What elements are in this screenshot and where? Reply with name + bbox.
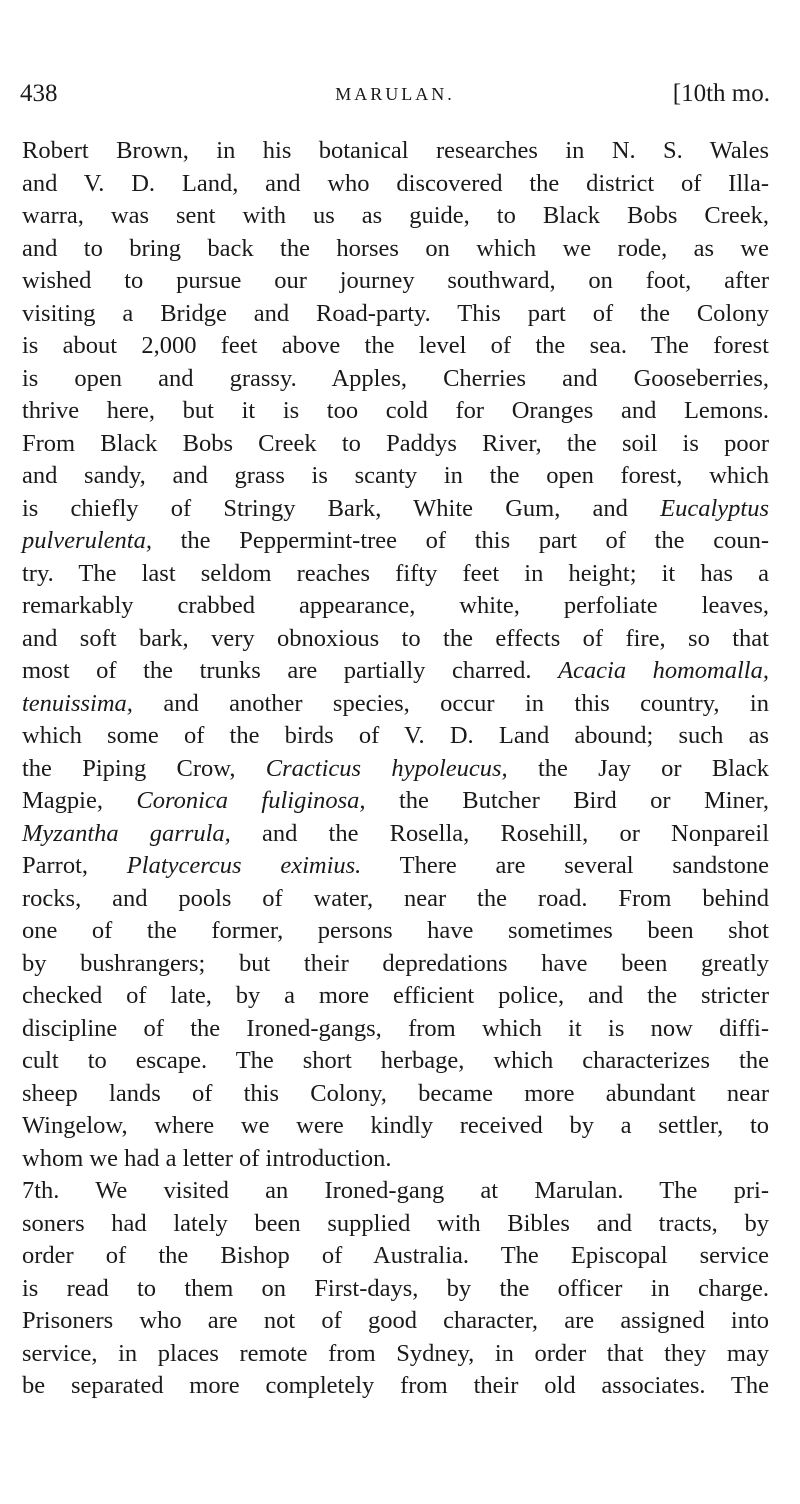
text-line [22, 1013, 769, 1046]
text-fragment: the Butcher Bird or Miner, [365, 787, 769, 814]
text-fragment: one of the former, persons have sometimes been shot [22, 917, 769, 944]
text-fragment: Magpie, [22, 787, 137, 814]
text-fragment: the Peppermint-tree of this part of the coun- [151, 527, 769, 554]
italic-species-name: Eucalyptus [660, 494, 769, 522]
text-fragment: rocks, and pools of water, near the road. From behind [22, 884, 769, 912]
text-fragment: visiting a Bridge and Road-party. This part of the Colony [22, 299, 769, 327]
text-line [22, 753, 769, 786]
italic-species-name: Platycercus eximius. [126, 852, 362, 879]
text-line [22, 168, 769, 201]
date-marker: [10th mo. [672, 80, 770, 107]
text-fragment: and to bring back the horses on which we rode, as we [22, 234, 769, 262]
text-fragment: thrive here, but it is too cold for Oranges and Lemons. [22, 397, 769, 424]
text-fragment: service, in places remote from Sydney, in order that they may [22, 1339, 769, 1367]
text-fragment: whom we had a letter of introduction. [22, 1144, 392, 1172]
text-line [22, 1208, 769, 1241]
text-fragment: be separated more completely from their old associates. The [22, 1372, 769, 1399]
italic-species-name: Myzantha garrula, [22, 819, 231, 847]
text-fragment: and another species, occur in this country, in [132, 689, 769, 717]
text-fragment: Robert Brown, in his botanical researches in N. S. Wales [22, 137, 769, 164]
text-line [22, 915, 769, 948]
text-fragment: is open and grassy. Apples, Cherries and Gooseberries, [22, 364, 769, 392]
text-line [22, 330, 769, 363]
text-fragment: sheep lands of this Colony, became more abundant near [22, 1079, 769, 1107]
text-fragment: the Jay or Black [507, 754, 769, 782]
text-fragment: checked of late, by a more efficient police, and the stricter [22, 982, 769, 1009]
text-line [22, 590, 769, 623]
text-fragment: cult to escape. The short herbage, which characterizes the [22, 1047, 769, 1074]
text-fragment: There are several sandstone [361, 852, 770, 879]
text-fragment: 7th. We visited an Ironed-gang at Marulan. The pri- [22, 1177, 769, 1204]
text-line [22, 428, 769, 461]
text-fragment: the Piping Crow, [22, 754, 266, 782]
text-line [22, 363, 769, 396]
italic-species-name: tenuissima, [22, 689, 133, 717]
text-line [22, 980, 769, 1013]
text-fragment: soners had lately been supplied with Bibles and tracts, by [22, 1209, 769, 1237]
text-fragment: which some of the birds of V. D. Land abound; such as [22, 722, 769, 749]
text-fragment: Parrot, [22, 852, 127, 879]
text-line [22, 655, 769, 688]
italic-species-name: Acacia homomalla, [558, 657, 769, 684]
page-number: 438 [20, 80, 58, 107]
text-line [22, 1110, 769, 1143]
text-fragment: and sandy, and grass is scanty in the open forest, which [22, 462, 769, 489]
text-fragment: is read to them on First-days, by the officer in charge. [22, 1274, 769, 1302]
text-line [22, 1338, 769, 1371]
text-line [22, 558, 769, 591]
text-line [22, 1045, 769, 1078]
text-fragment: order of the Bishop of Australia. The Episcopal service [22, 1242, 769, 1269]
italic-species-name: pulverulenta, [22, 527, 152, 554]
italic-species-name: Cracticus hypoleucus, [265, 754, 508, 782]
text-line [22, 623, 769, 656]
text-fragment: wished to pursue our journey southward, on foot, after [22, 267, 769, 294]
text-line [22, 883, 769, 916]
text-fragment: warra, was sent with us as guide, to Black Bobs Creek, [22, 202, 769, 229]
text-line [22, 1370, 769, 1403]
text-fragment: is about 2,000 feet above the level of the sea. The forest [22, 332, 769, 359]
text-line [22, 785, 769, 818]
text-fragment: most of the trunks are partially charred. [22, 657, 559, 684]
text-fragment: Wingelow, where we were kindly received by a settler, to [22, 1112, 769, 1139]
text-line [22, 948, 769, 981]
text-line [22, 688, 769, 721]
text-line [22, 818, 769, 851]
text-fragment: and soft bark, very obnoxious to the effects of fire, so that [22, 624, 769, 652]
text-line [22, 1175, 769, 1208]
text-line [22, 460, 769, 493]
body-text [22, 135, 769, 1403]
text-line [22, 1078, 769, 1111]
italic-species-name: Coronica fuliginosa, [136, 787, 366, 814]
text-line [22, 1305, 769, 1338]
running-header [20, 80, 770, 120]
text-fragment: and V. D. Land, and who discovered the district of Illa- [22, 169, 769, 197]
text-line [22, 493, 769, 526]
running-title: MARULAN. [335, 84, 455, 104]
text-line [22, 233, 769, 266]
text-line [22, 1273, 769, 1306]
text-fragment: try. The last seldom reaches fifty feet in height; it has a [22, 559, 769, 587]
text-line [22, 1240, 769, 1273]
text-line [22, 395, 769, 428]
text-line [22, 135, 769, 168]
text-fragment: is chiefly of Stringy Bark, White Gum, and [22, 494, 661, 522]
text-fragment: discipline of the Ironed-gangs, from which it is now diffi- [22, 1014, 769, 1042]
text-line [22, 265, 769, 298]
text-fragment: and the Rosella, Rosehill, or Nonpareil [230, 819, 769, 847]
text-fragment: by bushrangers; but their depredations have been greatly [22, 949, 769, 977]
text-fragment: remarkably crabbed appearance, white, perfoliate leaves, [22, 592, 769, 619]
text-line [22, 525, 769, 558]
text-fragment: From Black Bobs Creek to Paddys River, the soil is poor [22, 429, 769, 457]
text-line [22, 298, 769, 331]
text-line [22, 850, 769, 883]
text-fragment: Prisoners who are not of good character, are assigned into [22, 1307, 769, 1334]
text-line [22, 720, 769, 753]
text-line [22, 1143, 769, 1176]
text-line [22, 200, 769, 233]
